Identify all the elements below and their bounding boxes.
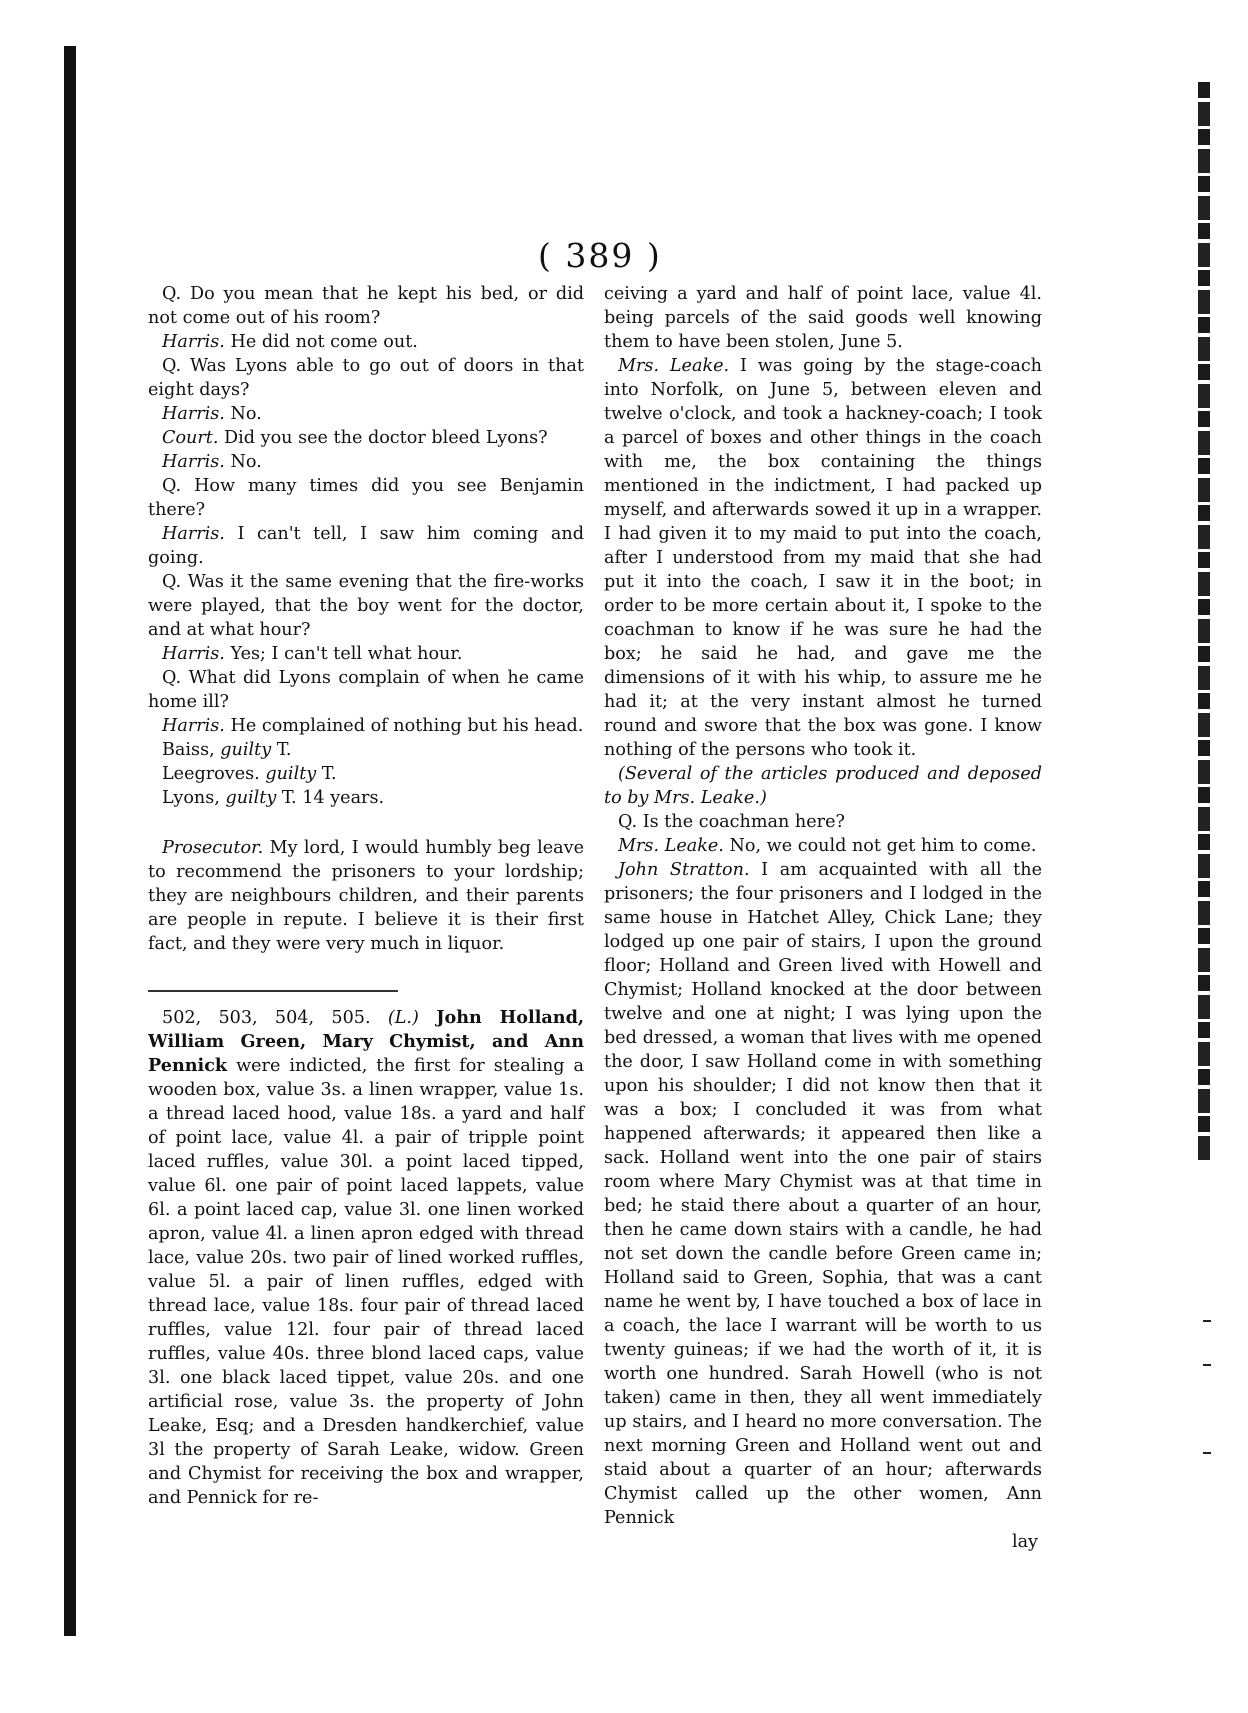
- testimony-text: I was going by the stage-coach into Norfolk, on June 5, between eleven and twelve o'clock, and took a hackney-coach; I took a parcel of boxes and other things in the coach with me, the box containing the things mentioned in the indictment, I had packed up myself, and afterwards sowed it up in a wrapper. I had given it to my maid to put into the coach, after I understood from my maid that she had put it into the coach, I saw it in the boot; in order to be more certain about it, I spoke to the coachman to know if he was sure he had the box; he said he had, and gave me the dimensions of it with his whip, to assure me he had it; at the very instant almost he turned round and swore that the box was gone. I know nothing of the persons who took it.: [604, 356, 1043, 760]
- verdict-word: guilty: [265, 764, 317, 784]
- speaker-name: Harris.: [162, 644, 225, 664]
- sentence: T. 14 years.: [276, 788, 385, 808]
- line-text: Q. Was Lyons able to go out of doors in that eight days?: [148, 356, 584, 400]
- line-text: Yes; I can't tell what hour.: [224, 644, 463, 664]
- testimony-line: [148, 282, 584, 330]
- answer-text: No, we could not get him to come.: [723, 836, 1037, 856]
- defendant-name: Leegroves.: [162, 764, 260, 784]
- leake-testimony: [604, 354, 1042, 762]
- testimony-line: [148, 450, 584, 474]
- edge-mark: [1203, 1320, 1211, 1322]
- testimony-line: [148, 474, 584, 522]
- indictment-continuation: ceiving a yard and half of point lace, value 4l. being parcels of the said goods well knowing them to have been stolen, June 5.: [604, 284, 1042, 352]
- defendant-name: Baiss,: [162, 740, 215, 760]
- line-text: Q. How many times did you see Benjamin there?: [148, 476, 584, 520]
- verdict-word: guilty: [225, 788, 277, 808]
- line-text: No.: [224, 452, 262, 472]
- defendant-name: Lyons,: [162, 788, 220, 808]
- edge-mark: [1203, 1364, 1211, 1366]
- speaker-name: Harris.: [162, 332, 225, 352]
- testimony-line: [148, 426, 584, 450]
- line-text: Did you see the doctor bleed Lyons?: [218, 428, 548, 448]
- stratton-testimony: [604, 858, 1042, 1530]
- case-indictment: [148, 1006, 584, 1510]
- case-numbers: 502, 503, 504, 505.: [162, 1008, 371, 1028]
- testimony-line: [148, 642, 584, 666]
- question-coachman: Q. Is the coachman here?: [618, 812, 845, 832]
- speaker-name: Mrs. Leake.: [618, 836, 724, 856]
- left-column: [148, 282, 584, 1510]
- right-column: [604, 282, 1042, 1554]
- stage-note: (Several of the articles produced and deposed to by Mrs. Leake.): [604, 764, 1042, 808]
- testimony-line: [148, 402, 584, 426]
- testimony-line: [148, 714, 584, 738]
- section-divider: [148, 990, 398, 992]
- testimony-line: [148, 354, 584, 402]
- defendant-names: John Holland, William Green, Mary Chymist, and Ann Pennick: [148, 1007, 584, 1076]
- verdict-entry: [148, 786, 584, 810]
- prosecutor-statement: [148, 836, 584, 956]
- speaker-name: Harris.: [162, 404, 225, 424]
- catchword: lay: [1011, 1532, 1038, 1552]
- line-text: No.: [224, 404, 262, 424]
- speaker-name: Mrs. Leake.: [618, 356, 730, 376]
- sentence: T.: [316, 764, 337, 784]
- speaker-name: Harris.: [162, 524, 225, 544]
- line-text: Q. What did Lyons complain of when he came home ill?: [148, 668, 584, 712]
- verdict-entry: [148, 762, 584, 786]
- verdict-word: guilty: [220, 740, 272, 760]
- testimony-line: [148, 666, 584, 714]
- testimony-lines: [148, 282, 584, 738]
- edge-mark: [1203, 1452, 1211, 1454]
- line-text: I can't tell, I saw him coming and going.: [148, 524, 584, 568]
- speaker-name: Court.: [162, 428, 219, 448]
- case-court-mark: (L.): [387, 1008, 419, 1028]
- speaker-name: John Stratton.: [618, 860, 750, 880]
- sentence: T.: [271, 740, 292, 760]
- scanned-edge-strip: [1198, 82, 1210, 1162]
- testimony-text: I am acquainted with all the prisoners; the four prisoners and I lodged in the same house in Hatchet Alley, Chick Lane; they lodged up one pair of stairs, I upon the ground floor; Holland and Green lived with Howell and Chymist; Holland knocked at the door between twelve and one at night; I was lying upon the bed dressed, a woman that lives with me opened the door, I saw Holland come in with something upon his shoulder; I did not know then that it was a box; I concluded it was from what happened afterwards; it appeared then like a sack. Holland went into the one pair of stairs room where Mary Chymist was at that time in bed; he staid there about a quarter of an hour, then he came down stairs with a candle, he had not set down the candle before Green came in; Holland said to Green, Sophia, that was a cant name he went by, I have touched a box of lace in a coach, the lace I warrant will be worth to us twenty guineas; if we had the worth of it, it is worth one hundred. Sarah Howell (who is not taken) came in then, they all went immediately up stairs, and I heard no more conversation. The next morning Green and Holland went out and staid about a quarter of an hour; afterwards Chymist called up the other women, Ann Pennick: [604, 860, 1042, 1528]
- speaker-name: Prosecutor.: [162, 838, 264, 858]
- page-number: ( 389 ): [538, 236, 662, 275]
- speaker-name: Harris.: [162, 716, 225, 736]
- line-text: He did not come out.: [224, 332, 418, 352]
- page-binding-shadow: [64, 46, 76, 1636]
- line-text: He complained of nothing but his head.: [224, 716, 584, 736]
- leake-answer: [604, 834, 1042, 858]
- indictment-text: were indicted, the first for stealing a wooden box, value 3s. a linen wrapper, value 1s. a thread laced hood, value 18s. a yard and half of point lace, value 4l. a pair of tripple point laced ruffles, value 30l. a point laced tipped, value 6l. one pair of point laced lappets, value 6l. a point laced cap, value 3l. one linen worked apron, value 4l. a linen apron edged with thread lace, value 20s. two pair of lined worked ruffles, value 5l. a pair of linen ruffles, edged with thread lace, value 18s. four pair of thread laced ruffles, value 12l. four pair of thread laced ruffles, value 40s. three blond laced caps, value 3l. one black laced tippet, value 20s. and one artificial rose, value 3s. the property of John Leake, Esq; and a Dresden handkerchief, value 3l the property of Sarah Leake, widow. Green and Chymist for receiving the box and wrapper, and Pennick for re-: [148, 1056, 584, 1508]
- testimony-line: [148, 570, 584, 642]
- line-text: Q. Do you mean that he kept his bed, or did not come out of his room?: [148, 284, 584, 328]
- testimony-line: [148, 522, 584, 570]
- statement-text: My lord, I would humbly beg leave to recommend the prisoners to your lordship; they are neighbours children, and their parents are people in repute. I believe it is their first fact, and they were very much in liquor.: [148, 838, 584, 954]
- verdict-list: [148, 738, 584, 810]
- testimony-line: [148, 330, 584, 354]
- line-text: Q. Was it the same evening that the fire-works were played, that the boy went for the doctor, and at what hour?: [148, 572, 584, 640]
- verdict-entry: [148, 738, 584, 762]
- speaker-name: Harris.: [162, 452, 225, 472]
